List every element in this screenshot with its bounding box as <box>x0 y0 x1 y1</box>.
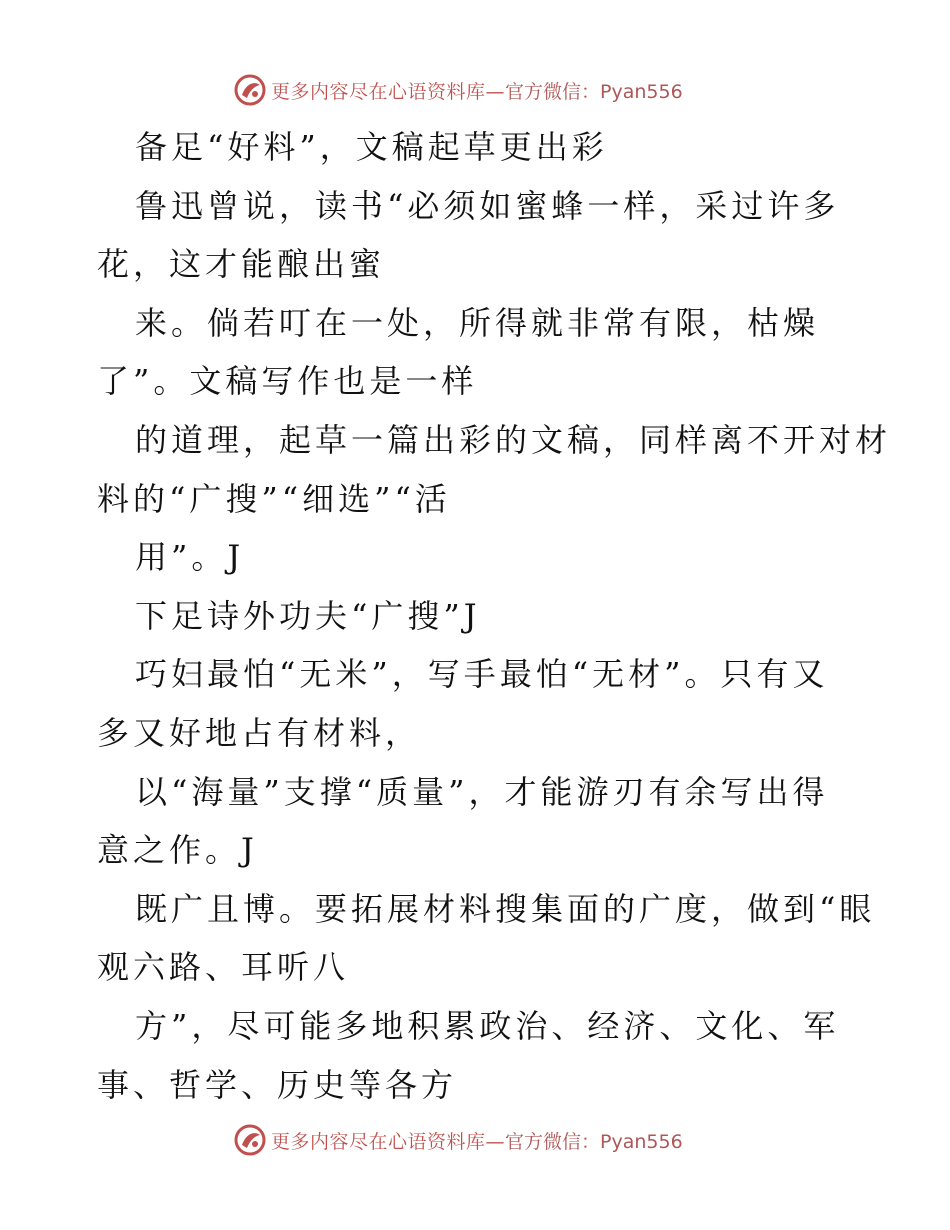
text-line: 的道理，起草一篇出彩的文稿，同样离不开对材 <box>135 420 892 459</box>
watermark-text: 更多内容尽在心语资料库— <box>271 1130 506 1153</box>
brand-logo-icon <box>233 73 267 107</box>
text-line: 用”。J <box>135 538 245 577</box>
document-body <box>97 118 892 1114</box>
text-line: 事、哲学、历史等各方 <box>97 1065 458 1104</box>
text-line: 下足诗外功夫“广搜”J <box>135 596 481 635</box>
footer-watermark <box>233 1122 683 1158</box>
text-line: 以“海量”支撑“质量”，才能游刃有余写出得 <box>135 772 829 811</box>
text-line: 来。倘若叮在一处，所得就非常有限，枯燥 <box>135 303 820 342</box>
text-line: 方”，尽可能多地积累政治、经济、文化、军 <box>135 1006 840 1045</box>
text-line: 料的“广搜”“细选”“活 <box>97 479 451 518</box>
text-line: 多又好地占有材料， <box>97 713 422 752</box>
text-line: 意之作。J <box>97 831 258 870</box>
text-line: 花，这才能酿出蜜 <box>97 245 386 284</box>
watermark-wechat: 官方微信：Pyan556 <box>505 80 683 103</box>
header-watermark <box>233 72 683 108</box>
text-line: 观六路、耳听八 <box>97 948 350 987</box>
text-line: 备足“好料”，文稿起草更出彩 <box>135 128 608 166</box>
text-line: 既广且博。要拓展材料搜集面的广度，做到“眼 <box>135 889 876 928</box>
brand-logo-icon <box>233 1123 267 1157</box>
text-line: 巧妇最怕“无米”，写手最怕“无材”。只有又 <box>135 655 829 694</box>
watermark-wechat: 官方微信：Pyan556 <box>505 1130 683 1153</box>
text-line: 了”。文稿写作也是一样 <box>97 362 478 401</box>
text-line: 鲁迅曾说，读书“必须如蜜蜂一样，采过许多 <box>135 186 840 225</box>
watermark-text: 更多内容尽在心语资料库— <box>271 80 506 103</box>
